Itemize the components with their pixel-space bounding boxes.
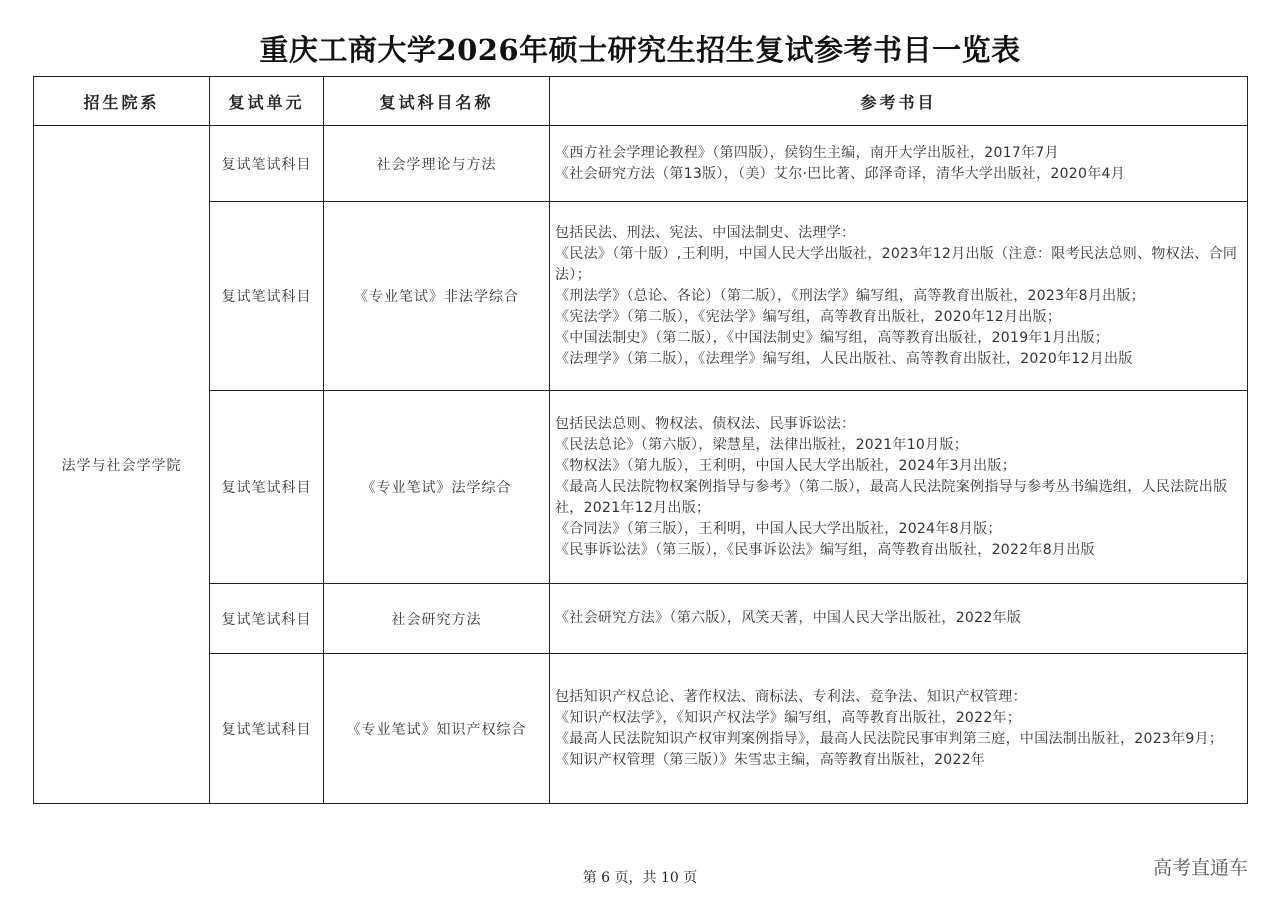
- reference-line: 《知识产权管理（第三版）》朱雪忠主编，高等教育出版社，2022年: [555, 751, 986, 768]
- reference-books-table: [33, 76, 1248, 804]
- subject-cell: 《专业笔试》知识产权综合: [324, 654, 550, 804]
- reference-line: 《民法总论》（第六版），梁慧星，法律出版社，2021年10月版；: [555, 436, 969, 453]
- unit-cell: 复试笔试科目: [210, 126, 324, 202]
- reference-line: 《西方社会学理论教程》（第四版），侯钧生主编，南开大学出版社，2017年7月: [555, 144, 1059, 161]
- reference-line: 包括知识产权总论、著作权法、商标法、专利法、竞争法、知识产权管理：: [555, 688, 1027, 705]
- subject-cell: 社会研究方法: [324, 584, 550, 654]
- reference-line: 包括民法、刑法、宪法、中国法制史、法理学：: [555, 224, 856, 241]
- reference-line: 《中国法制史》（第二版），《中国法制史》编写组，高等教育出版社，2019年1月出版；: [555, 329, 1110, 346]
- reference-line: 《社会研究方法（第13版），（美）艾尔·巴比著、邱泽奇译，清华大学出版社，2020年4月: [555, 165, 1125, 182]
- reference-line: 《刑法学》（总论、各论）（第二版），《刑法学》编写组，高等教育出版社，2023年8月出版；: [555, 287, 1146, 304]
- reference-line: 《物权法》（第九版），王利明，中国人民大学出版社，2024年3月出版；: [555, 457, 1017, 474]
- unit-cell: 复试笔试科目: [210, 654, 324, 804]
- unit-cell: 复试笔试科目: [210, 391, 324, 584]
- subject-cell: 《专业笔试》非法学综合: [324, 202, 550, 391]
- reference-line: 《宪法学》（第二版），《宪法学》编写组，高等教育出版社，2020年12月出版；: [555, 308, 1062, 325]
- references-cell: [550, 584, 1248, 654]
- reference-line: 包括民法总则、物权法、债权法、民事诉讼法：: [555, 415, 856, 432]
- subject-cell: 《专业笔试》法学综合: [324, 391, 550, 584]
- college-cell: 法学与社会学学院: [34, 126, 210, 804]
- reference-line: 《知识产权法学》，《知识产权法学》编写组，高等教育出版社，2022年；: [555, 709, 1022, 726]
- reference-line: 《合同法》（第三版），王利明，中国人民大学出版社，2024年8月版；: [555, 520, 1002, 537]
- document-title: 重庆工商大学2026年硕士研究生招生复试参考书目一览表: [259, 33, 1021, 67]
- header-unit: 复试单元: [210, 77, 324, 126]
- table-row: [34, 654, 1248, 804]
- table-row: [34, 202, 1248, 391]
- page-number: 第 6 页，共 10 页: [582, 870, 698, 886]
- header-subject: 复试科目名称: [324, 77, 550, 126]
- reference-line: 《社会研究方法》（第六版），风笑天著，中国人民大学出版社，2022年版: [555, 610, 1022, 626]
- reference-line: 《民法》（第十版）,王利明，中国人民大学出版社，2023年12月出版（注意：限考民法总则、物权法、合同法）；: [555, 245, 1238, 283]
- watermark-text: 高考直通车: [1152, 857, 1248, 879]
- header-references: 参考书目: [550, 77, 1248, 126]
- table-header-row: [34, 77, 1248, 126]
- unit-cell: 复试笔试科目: [210, 202, 324, 391]
- table-row: [34, 584, 1248, 654]
- reference-line: 《民事诉讼法》（第三版），《民事诉讼法》编写组，高等教育出版社，2022年8月出版: [555, 541, 1095, 558]
- references-cell: [550, 126, 1248, 202]
- reference-line: 《最高人民法院物权案例指导与参考》（第二版），最高人民法院案例指导与参考丛书编选组，人民法院出版社，2021年12月出版；: [555, 478, 1228, 516]
- reference-line: 《法理学》（第二版），《法理学》编写组，人民出版社、高等教育出版社，2020年12月出版: [555, 350, 1133, 367]
- unit-cell: 复试笔试科目: [210, 584, 324, 654]
- table-row: [34, 126, 1248, 202]
- reference-line: 《最高人民法院知识产权审判案例指导》，最高人民法院民事审判第三庭，中国法制出版社，2023年9月；: [555, 730, 1224, 747]
- header-college: 招生院系: [34, 77, 210, 126]
- references-cell: [550, 391, 1248, 584]
- references-cell: [550, 202, 1248, 391]
- references-cell: [550, 654, 1248, 804]
- subject-cell: 社会学理论与方法: [324, 126, 550, 202]
- table-row: [34, 391, 1248, 584]
